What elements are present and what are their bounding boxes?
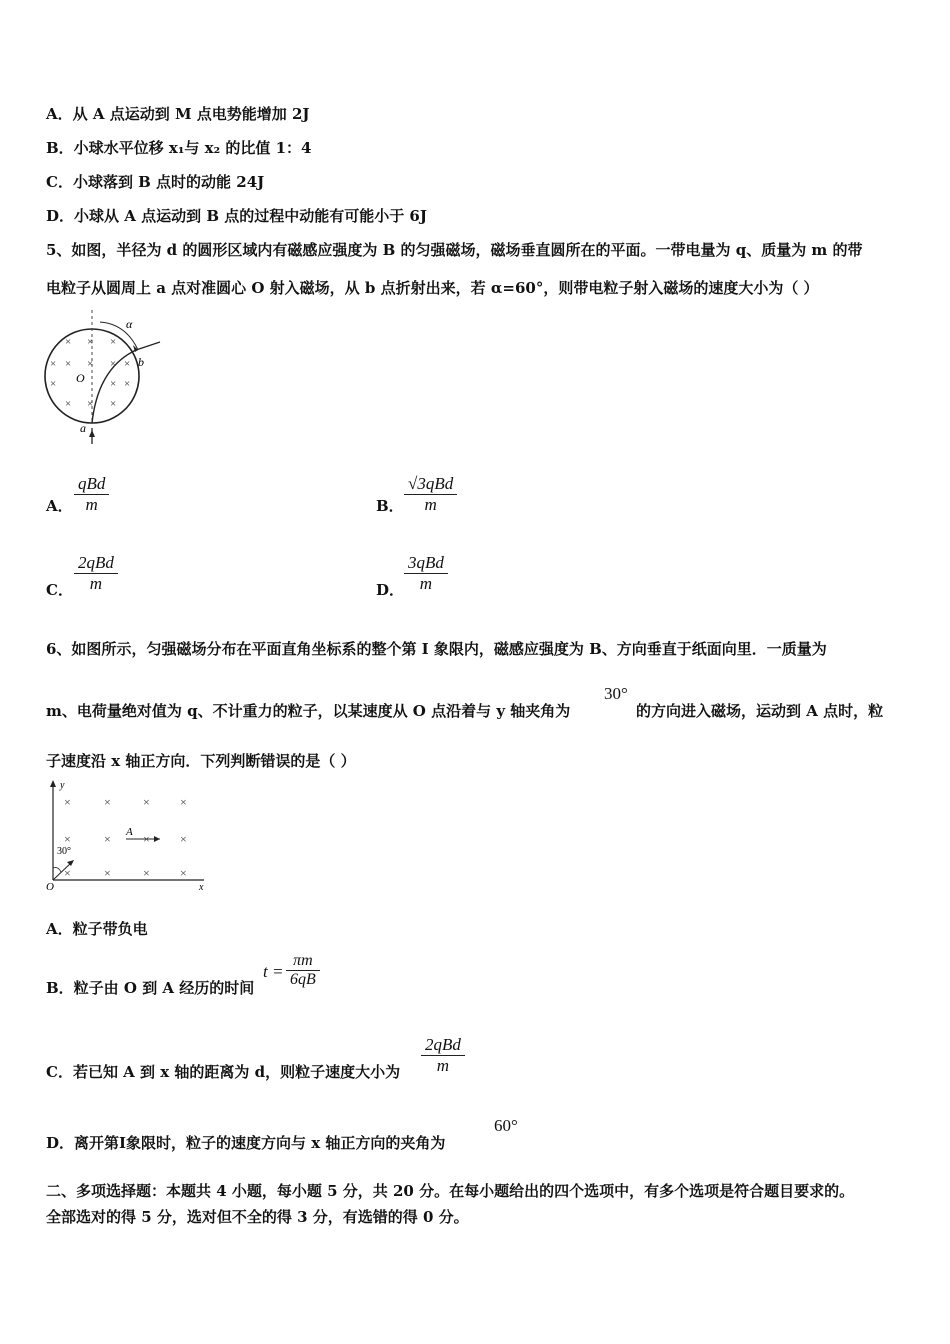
q5-option-b-num: √3qBd	[404, 474, 457, 495]
q6-fig-x: x	[199, 882, 204, 893]
q6-stem-line1: 6、如图所示，匀强磁场分布在平面直角坐标系的整个第 I 象限内，磁感应强度为 B、方向垂直于纸面向里．一质量为	[46, 640, 827, 658]
q5-fig-o: O	[76, 371, 85, 385]
q5-option-d-fraction	[404, 553, 448, 594]
q6-option-b-den: 6qB	[290, 971, 316, 988]
q5-option-a-den: m	[85, 495, 98, 514]
section2-header-line2: 全部选对的得 5 分，选对但不全的得 3 分，有选错的得 0 分。	[46, 1208, 469, 1226]
section2-header-line1: 二、多项选择题：本题共 4 小题，每小题 5 分，共 20 分。在每小题给出的四个选项中，有多个选项是符合题目要求的。	[46, 1182, 855, 1200]
q6-fig-cross: ×	[104, 832, 111, 846]
q4-option-d: D．小球从 A 点运动到 B 点的过程中动能有可能小于 6J	[46, 207, 427, 225]
q5-fig-a: a	[80, 421, 86, 435]
q6-angle-30: 30°	[604, 684, 628, 703]
q5-option-c-num: 2qBd	[74, 553, 118, 574]
q6-option-a: A．粒子带负电	[46, 920, 148, 938]
q6-fig-y: y	[60, 780, 65, 791]
q6-fig-cross: ×	[143, 795, 150, 809]
q5-fig-cross: ×	[110, 378, 117, 390]
q5-option-a-fraction	[74, 474, 109, 515]
q6-angle-60: 60°	[494, 1116, 518, 1135]
q5-fig-cross: ×	[87, 358, 94, 370]
q6-stem-line3: 子速度沿 x 轴正方向．下列判断错误的是（ ）	[46, 752, 356, 770]
q6-fig-o: O	[46, 881, 54, 893]
q5-option-d-letter: D．	[376, 581, 405, 599]
q6-option-b: B．粒子由 O 到 A 经历的时间	[46, 979, 255, 997]
q5-option-c-den: m	[89, 574, 103, 593]
q5-option-a-num: qBd	[74, 474, 109, 495]
q4-option-a: A．从 A 点运动到 M 点电势能增加 2J	[46, 105, 310, 123]
q4-option-b: B．小球水平位移 x₁与 x₂ 的比值 1：4	[46, 139, 312, 157]
q5-figure	[40, 308, 170, 448]
q6-option-b-t: t =	[263, 962, 284, 981]
q5-fig-cross: ×	[65, 398, 72, 410]
q5-fig-cross: ×	[124, 378, 131, 390]
q6-fig-a: A	[126, 826, 133, 838]
q5-fig-cross: ×	[87, 336, 94, 348]
q5-fig-b: b	[138, 355, 144, 369]
q5-fig-cross: ×	[65, 336, 72, 348]
q6-option-c-num: 2qBd	[421, 1035, 465, 1056]
q5-fig-crosses	[50, 336, 130, 410]
q5-option-b-den: m	[424, 495, 437, 514]
q4-option-c: C．小球落到 B 点时的动能 24J	[46, 173, 265, 191]
q5-fig-alpha: α	[126, 317, 133, 331]
q5-fig-cross: ×	[50, 378, 57, 390]
q6-figure	[44, 776, 214, 894]
q6-fig-cross: ×	[64, 795, 71, 809]
q5-option-b-fraction	[404, 474, 457, 515]
q5-fig-cross: ×	[87, 398, 94, 410]
q5-fig-cross: ×	[124, 358, 131, 370]
q5-option-a-letter: A．	[46, 497, 73, 515]
q6-fig-angle: 30°	[57, 846, 71, 857]
q5-option-d-den: m	[419, 574, 433, 593]
q5-option-b-letter: B．	[376, 497, 404, 515]
q6-option-d: D．离开第Ⅰ象限时，粒子的速度方向与 x 轴正方向的夹角为	[46, 1134, 446, 1152]
q5-fig-cross: ×	[50, 358, 57, 370]
q6-option-b-num: πm	[286, 952, 320, 971]
q5-stem-line1: 5、如图，半径为 d 的圆形区域内有磁感应强度为 B 的匀强磁场，磁场垂直圆所在的平面。一带电量为 q、质量为 m 的带	[46, 241, 863, 259]
q6-fig-cross: ×	[104, 866, 111, 880]
q5-fig-cross: ×	[110, 358, 117, 370]
q6-fig-cross: ×	[104, 795, 111, 809]
q6-fig-cross: ×	[180, 866, 187, 880]
q5-fig-cross: ×	[65, 358, 72, 370]
q6-fig-cross: ×	[143, 866, 150, 880]
q6-option-c-fraction	[421, 1035, 465, 1076]
q5-fig-cross: ×	[110, 336, 117, 348]
q5-option-c-letter: C．	[46, 581, 73, 599]
q5-option-c-fraction	[74, 553, 118, 594]
q6-option-b-fraction	[286, 952, 320, 989]
q6-fig-cross: ×	[143, 832, 150, 846]
q6-stem-line2a: m、电荷量绝对值为 q、不计重力的粒子，以某速度从 O 点沿着与 y 轴夹角为	[46, 702, 571, 720]
q5-fig-cross: ×	[110, 398, 117, 410]
q6-fig-cross: ×	[180, 832, 187, 846]
q6-fig-cross: ×	[180, 795, 187, 809]
q6-fig-cross: ×	[64, 832, 71, 846]
q5-stem-line2: 电粒子从圆周上 a 点对准圆心 O 射入磁场，从 b 点折射出来，若 α=60°，则带电粒子射入磁场的速度大小为（ ）	[46, 279, 819, 297]
q6-option-c-den: m	[436, 1056, 450, 1075]
q6-option-c: C．若已知 A 到 x 轴的距离为 d，则粒子速度大小为	[46, 1063, 401, 1081]
q6-fig-cross: ×	[64, 866, 71, 880]
q5-option-d-num: 3qBd	[404, 553, 448, 574]
q6-stem-line2b: 的方向进入磁场，运动到 A 点时，粒	[636, 702, 884, 720]
